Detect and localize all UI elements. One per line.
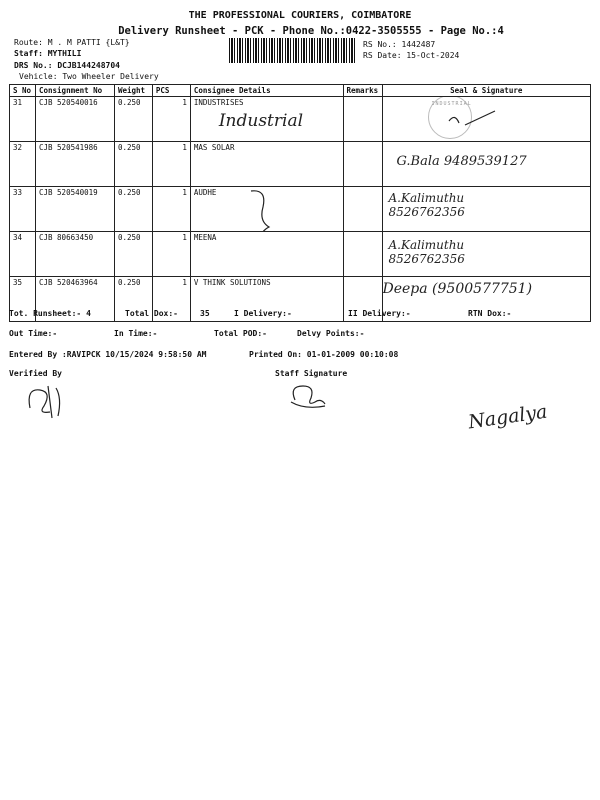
consignment-no: CJB 520540016	[35, 97, 114, 142]
col-remarks: Remarks	[343, 85, 382, 97]
remarks	[343, 187, 382, 232]
remarks	[343, 142, 382, 187]
sno: 32	[10, 142, 36, 187]
runsheet-subtitle: Delivery Runsheet - PCK - Phone No.:0422-3505555 - Page No.:4	[118, 25, 504, 37]
extra-signature: Nagalya	[466, 400, 549, 434]
consignment-no: CJB 520541986	[35, 142, 114, 187]
seal-signature	[382, 232, 591, 277]
i-delivery: I Delivery:-	[234, 309, 292, 318]
total-pod: Total POD:-	[214, 329, 267, 338]
consignee: MAS SOLAR	[190, 142, 343, 187]
pcs: 1	[152, 187, 190, 232]
sno: 34	[10, 232, 36, 277]
drs-number: DRS No.: DCJB144248704	[14, 61, 120, 70]
verified-signature	[22, 378, 72, 424]
ii-delivery: II Delivery:-	[348, 309, 411, 318]
seal-signature	[382, 187, 591, 232]
seal-signature	[382, 142, 591, 187]
table-header-row	[10, 85, 591, 97]
consignment-no: CJB 520540019	[35, 187, 114, 232]
verified-by-label: Verified By	[9, 369, 62, 378]
consignee	[190, 97, 343, 142]
pcs: 1	[152, 232, 190, 277]
handwritten-signature: G.Bala 9489539127	[396, 154, 527, 169]
weight: 0.250	[114, 232, 152, 277]
consignment-no: CJB 520463964	[35, 277, 114, 322]
table-row	[10, 97, 591, 142]
total-dox-value: 35	[200, 309, 210, 318]
handwritten-signature: A.Kalimuthu 8526762356	[388, 191, 465, 219]
col-seal-signature: Seal & Signature	[382, 85, 591, 97]
entered-by: Entered By :RAVIPCK 10/15/2024 9:58:50 AM	[9, 350, 207, 359]
pcs: 1	[152, 277, 190, 322]
handwritten-consignee: Industrial	[218, 111, 304, 131]
handwritten-signature: A.Kalimuthu 8526762356	[388, 238, 465, 266]
handwritten-signature: Deepa (9500577751)	[382, 281, 533, 297]
weight: 0.250	[114, 97, 152, 142]
delvy-points: Delvy Points:-	[297, 329, 365, 338]
sno: 31	[10, 97, 36, 142]
runsheet-table	[9, 84, 591, 322]
col-consignment: Consignment No	[35, 85, 114, 97]
weight: 0.250	[114, 142, 152, 187]
in-time: In Time:-	[114, 329, 158, 338]
consignee: MEENA	[190, 232, 343, 277]
signature-mark	[445, 103, 505, 133]
sno: 33	[10, 187, 36, 232]
rs-number: RS No.: 1442487	[363, 40, 436, 49]
sno: 35	[10, 277, 36, 322]
col-sno: S No	[10, 85, 36, 97]
weight: 0.250	[114, 187, 152, 232]
vehicle: Vehicle: Two Wheeler Delivery	[19, 72, 159, 81]
consignee: V THINK SOLUTIONS	[190, 277, 343, 322]
total-runsheet: Tot. Runsheet:- 4	[9, 309, 91, 318]
col-consignee: Consignee Details	[190, 85, 343, 97]
company-name: THE PROFESSIONAL COURIERS, COIMBATORE	[188, 10, 412, 21]
pcs: 1	[152, 97, 190, 142]
seal-text: INDUSTRIAL	[431, 101, 472, 107]
barcode	[229, 38, 355, 63]
staff-signature	[285, 380, 331, 414]
remarks	[343, 97, 382, 142]
rtn-dox: RTN Dox:-	[468, 309, 512, 318]
brace-mark	[249, 187, 289, 232]
consignee-name: AUDHE	[193, 188, 217, 197]
consignment-no: CJB 80663450	[35, 232, 114, 277]
table-row	[10, 142, 591, 187]
consignee-name: INDUSTRISES	[193, 98, 244, 107]
pcs: 1	[152, 142, 190, 187]
staff: Staff: MYTHILI	[14, 49, 82, 58]
rs-date: RS Date: 15-Oct-2024	[363, 51, 460, 60]
printed-on: Printed On: 01-01-2009 00:10:08	[249, 350, 399, 359]
remarks	[343, 232, 382, 277]
route: Route: M . M PATTI {L&T}	[14, 38, 130, 47]
total-dox-label: Total Dox:-	[125, 309, 178, 318]
table-row	[10, 232, 591, 277]
col-pcs: PCS	[152, 85, 190, 97]
table-row	[10, 187, 591, 232]
consignee	[190, 187, 343, 232]
col-weight: Weight	[114, 85, 152, 97]
staff-signature-label: Staff Signature	[275, 369, 348, 378]
seal-signature	[382, 97, 591, 142]
out-time: Out Time:-	[9, 329, 58, 338]
weight: 0.250	[114, 277, 152, 322]
